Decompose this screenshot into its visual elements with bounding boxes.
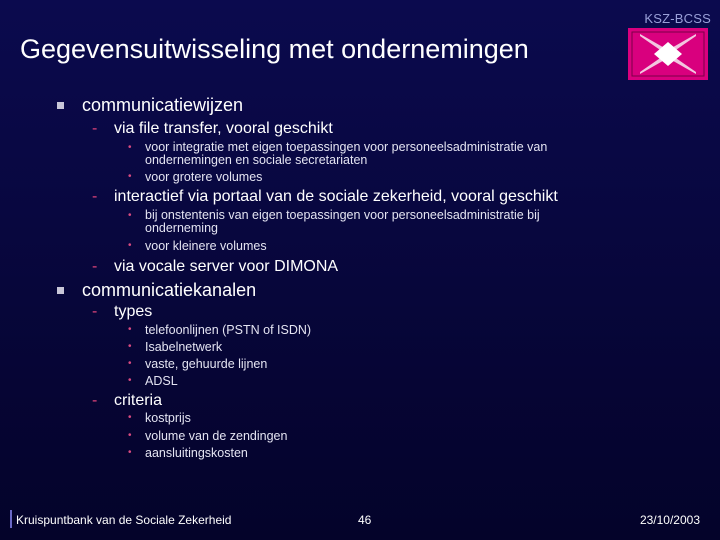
dot-icon: • <box>128 171 132 182</box>
subitem-text: aansluitingskosten <box>145 446 248 460</box>
dot-icon: • <box>128 430 132 441</box>
ksz-logo-icon <box>628 28 708 80</box>
subitem-text: voor kleinere volumes <box>145 239 267 253</box>
subitem-text: telefoonlijnen (PSTN of ISDN) <box>145 323 312 337</box>
dot-icon: • <box>128 240 132 251</box>
dash-icon: - <box>92 120 98 137</box>
subitem-text: voor integratie met eigen toepassingen voor personeelsadministratie van ondernemingen en sociale secretariaten <box>145 140 548 167</box>
dash-icon: - <box>92 303 98 320</box>
dot-icon: • <box>128 210 132 221</box>
subitem-text: bij onstentenis van eigen toepassingen voor personeelsadministratie bij onderneming <box>145 208 540 235</box>
subitem-text: Isabelnetwerk <box>145 340 223 354</box>
section-bullet-icon <box>57 102 64 109</box>
page-title: Gegevensuitwisseling met ondernemingen <box>20 34 529 64</box>
dot-icon: • <box>128 341 132 352</box>
dot-icon: • <box>128 324 132 335</box>
item-vocale-server: via vocale server voor DIMONA <box>114 258 339 275</box>
section-communicatiewijzen: communicatiewijzen <box>82 95 244 115</box>
footer-divider <box>10 510 12 528</box>
subitem-text: vaste, gehuurde lijnen <box>145 357 268 371</box>
section-communicatiekanalen: communicatiekanalen <box>82 280 257 300</box>
subitem-text: voor grotere volumes <box>145 170 263 184</box>
footer-page-number: 46 <box>358 513 372 527</box>
dot-icon: • <box>128 412 132 423</box>
footer-date: 23/10/2003 <box>639 513 700 527</box>
dash-icon: - <box>92 258 98 275</box>
item-types: types <box>114 303 153 320</box>
brand-label: KSZ-BCSS <box>644 11 711 26</box>
item-criteria: criteria <box>114 392 163 409</box>
subitem-text: volume van de zendingen <box>145 429 288 443</box>
dash-icon: - <box>92 188 98 205</box>
section-bullet-icon <box>57 287 64 294</box>
dot-icon: • <box>128 375 132 386</box>
item-file-transfer: via file transfer, vooral geschikt <box>114 120 333 137</box>
dot-icon: • <box>128 447 132 458</box>
subitem-text: kostprijs <box>145 411 191 425</box>
dash-icon: - <box>92 392 98 409</box>
dot-icon: • <box>128 142 132 153</box>
item-interactief: interactief via portaal van de sociale zekerheid, vooral geschikt <box>114 188 558 205</box>
dot-icon: • <box>128 358 132 369</box>
footer-organization: Kruispuntbank van de Sociale Zekerheid <box>16 513 232 527</box>
subitem-text: ADSL <box>145 374 178 388</box>
